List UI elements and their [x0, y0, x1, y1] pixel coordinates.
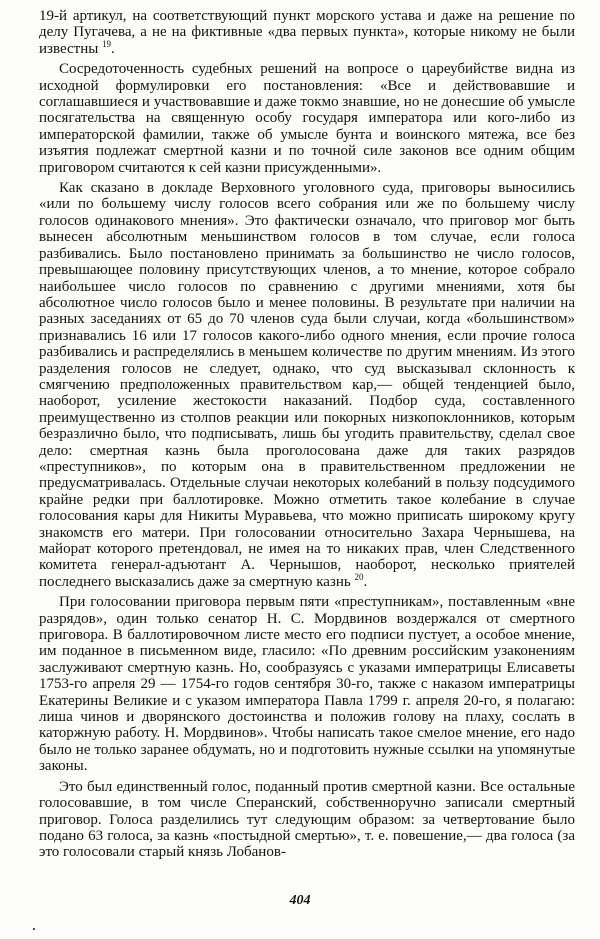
footnote-ref-20[interactable]: 20	[354, 571, 364, 582]
paragraph-2	[39, 61, 575, 176]
scan-speck	[33, 928, 35, 930]
paragraph-3	[39, 180, 575, 590]
page-number: 404	[289, 893, 311, 908]
footnote-ref-19[interactable]: 19	[102, 38, 112, 49]
paragraph-5	[39, 779, 575, 861]
paragraph-4-text: При голосовании приговора первым пяти «преступникам», поставленным «вне разрядов», один только сенатор Н. С. Мордвинов воздержался от смертного приговора. В баллотировочном листе место его подписи пустует, а особое мнение, им поданное в письменном виде, гласило: «По древним российским узаконениям заслуживают смертную казнь. Но, сообразуясь с указами императрицы Елисаветы 1753-го апреля 29 — 1754-го годов сентября 30-го, также с наказом императрицы Екатерины Великие и с указом императора Павла 1799 г. апреля 20-го, я полагаю: лиша чинов и дворянского достоинства и положив голову на плаху, сослать в каторжную работу. Н. Мордвинов». Чтобы написать такое смелое мнение, его надо было не только заранее обдумать, но и подготовить нужные ссылки на упомянутые законы.	[39, 594, 575, 775]
paragraph-4	[39, 594, 575, 774]
paragraph-1	[39, 8, 575, 57]
paragraph-1-text: 19-й артикул, на соответствующий пункт морского устава и даже на решение по делу Пугачева, а не на фиктивные «два первых пункта», которые никому не были известны	[39, 8, 575, 57]
body-text	[39, 8, 575, 861]
paragraph-3-text: Как сказано в докладе Верховного уголовного суда, приговоры выносились «или по большему числу голосов всего собрания или же по большему числу голосов одинакового мнения». Это фактически означало, что приговор мог быть вынесен абсолютным меньшинством голосов в том случае, если голоса разбивались. Было постановлено принимать за большинство не число голосов, превышающее половину присутствующих членов, а то мнение, которое собрало наибольшее число голосов по сравнению с другими мнениями, хотя бы абсолютное число голосов было и менее половины. В результате при наличии на разных заседаниях от 65 до 70 членов суда были случаи, когда «большинством» признавались 16 или 17 голосов какого-либо одного мнения, если прочие голоса разбивались и распределялись в меньшем количестве по другим мнениям. Из этого разделения голосов не следует, однако, что суд высказывал склонность к смягчению предположенных правительством кар,— общей тенденцией было, наоборот, усиление жестокости наказаний. Подбор суда, составленного преимущественно из столпов реакции или покорных низкопоклонников, которым безразлично было, что подписывать, лишь бы угодить правительству, сделал свое дело: смертная казнь была проголосована даже для таких разрядов «преступников», по которым она в правительственном предложении не предусматривалась. Отдельные случаи некоторых колебаний в пользу подсудимого крайне редки при баллотировке. Можно отметить такое колебание в случае голосования кары для Никиты Муравьева, что можно приписать широкому кругу знакомств его матери. При голосовании относительно Захара Чернышева, на майорат которого претендовал, не имея на то никаких прав, член Следственного комитета генерал-адъютант А. Чернышов, наоборот, несколько приятелей последнего высказались даже за смертную казнь	[39, 180, 575, 590]
paragraph-2-text: Сосредоточенность судебных решений на вопросе о цареубийстве видна из исходной формулировки его постановления: «Все и действовавшие и соглашавшиеся и участвовавшие и даже токмо знавшие, но не донесшие об умысле посягательства на священную особу государя императора или кого-либо из императорской фамилии, также об умысле бунта и воинского мятежа, все без изъятия подлежат смертной казни и по точной силе законов все одним общим приговором считаются к сей казни присужденными».	[39, 61, 575, 176]
paragraph-3-tail: .	[363, 573, 368, 590]
paragraph-1-tail: .	[111, 40, 115, 57]
paragraph-5-text: Это был единственный голос, поданный против смертной казни. Все остальные голосовавшие, в том числе Сперанский, собственноручно записали смертный приговор. Голоса разделились тут следующим образом: за четвертование было подано 63 голоса, за казнь «постыдной смертью», т. е. повешение,— два голоса (за это голосовали старый князь Лобанов-	[39, 778, 575, 861]
